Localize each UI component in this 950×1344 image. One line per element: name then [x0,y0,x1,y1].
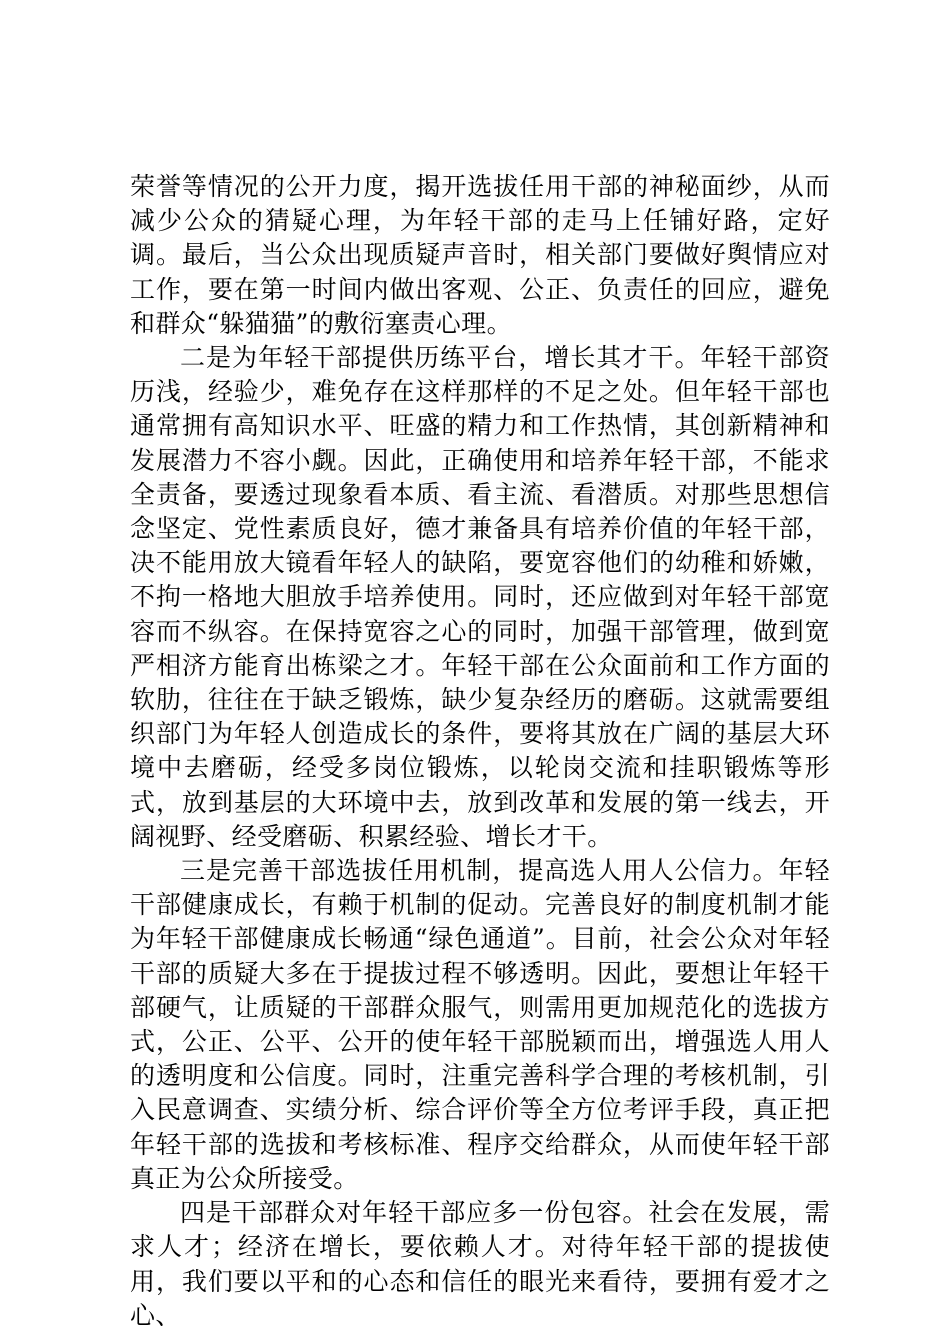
paragraph-point-three: 三是完善干部选拔任用机制，提高选人用人公信力。年轻干部健康成长，有赖于机制的促动。完善良好的制度机制才能为年轻干部健康成长畅通“绿色通道”。目前，社会公众对年轻干部的质疑大多在于提拔过程不够透明。因此，要想让年轻干部硬气，让质疑的干部群众服气，则需用更加规范化的选拔方式，公正、公平、公开的使年轻干部脱颖而出，增强选人用人的透明度和公信度。同时，注重完善科学合理的考核机制，引入民意调查、实绩分析、综合评价等全方位考评手段，真正把年轻干部的选拔和考核标准、程序交给群众，从而使年轻干部真正为公众所接受。 [130,856,830,1193]
paragraph-point-two: 二是为年轻干部提供历练平台，增长其才干。年轻干部资历浅，经验少，难免存在这样那样的不足之处。但年轻干部也通常拥有高知识水平、旺盛的精力和工作热情，其创新精神和发展潜力不容小觑。因此，正确使用和培养年轻干部，不能求全责备，要透过现象看本质、看主流、看潜质。对那些思想信念坚定、党性素质良好，德才兼备具有培养价值的年轻干部，决不能用放大镜看年轻人的缺陷，要宽容他们的幼稚和娇嫩，不拘一格地大胆放手培养使用。同时，还应做到对年轻干部宽容而不纵容。在保持宽容之心的同时，加强干部管理，做到宽严相济方能育出栋梁之才。年轻干部在公众面前和工作方面的软肋，往往在于缺乏锻炼，缺少复杂经历的磨砺。这就需要组织部门为年轻人创造成长的条件，要将其放在广阔的基层大环境中去磨砺，经受多岗位锻炼，以轮岗交流和挂职锻炼等形式，放到基层的大环境中去，放到改革和发展的第一线去，开阔视野、经受磨砺、积累经验、增长才干。 [130,343,830,851]
paragraph-point-four: 四是干部群众对年轻干部应多一份包容。社会在发展，需求人才；经济在增长，要依赖人才。对待年轻干部的提拔使用，我们要以平和的心态和信任的眼光来看待，要拥有爱才之心、 [130,1198,830,1330]
document-body [130,170,830,1333]
paragraph-continuation: 荣誉等情况的公开力度，揭开选拔任用干部的神秘面纱，从而减少公众的猜疑心理，为年轻干部的走马上任铺好路，定好调。最后，当公众出现质疑声音时，相关部门要做好舆情应对工作，要在第一时间内做出客观、公正、负责任的回应，避免和群众“躲猫猫”的敷衍塞责心理。 [130,172,830,338]
